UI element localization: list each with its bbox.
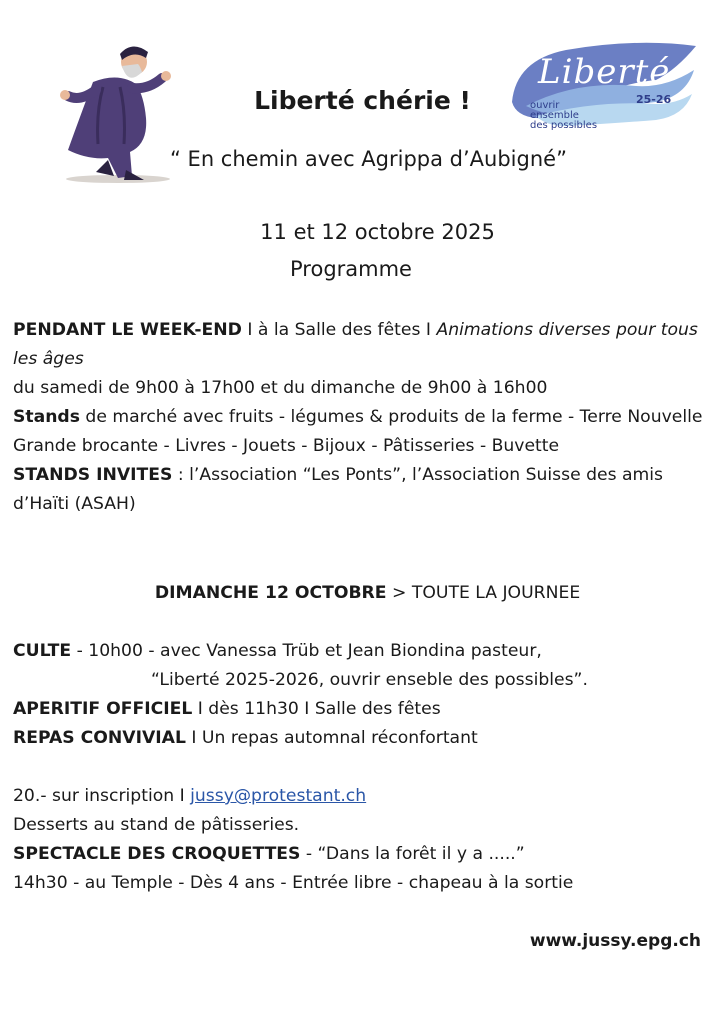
invites-line [13,461,705,519]
page-subtitle: “ En chemin avec Agrippa d’Aubigné” [170,147,567,171]
sunday-section [13,637,705,898]
culte-theme: “Liberté 2025-2026, ouvrir enseble des possibles”. [151,670,588,690]
culte-line [13,637,705,666]
brocante-line: Grande brocante - Livres - Jouets - Bijoux - Pâtisseries - Buvette [13,436,560,456]
inscription-line [13,782,705,811]
desserts-line: Desserts au stand de pâtisseries. [13,815,300,835]
weekend-animations: Animations diverses pour tous les âges [13,320,698,369]
website-link[interactable]: www.jussy.epg.ch [529,931,701,951]
invites-label: STANDS INVITES [13,465,173,485]
invites-text: : l’Association “Les Ponts”, l’Association Suisse des amis d’Haïti (ASAH) [13,465,664,514]
repas-text: I Un repas automnal réconfortant [185,728,478,748]
spectacle-label: SPECTACLE DES CROQUETTES [13,844,301,864]
repas-label: REPAS CONVIVIAL [13,728,186,748]
spectacle-details: 14h30 - au Temple - Dès 4 ans - Entrée libre - chapeau à la sortie [13,873,574,893]
programme-heading: Programme [290,257,412,281]
aperitif-line [13,695,705,724]
weekend-hours: du samedi de 9h00 à 17h00 et du dimanche de 9h00 à 16h00 [13,378,548,398]
logo-wordmark: Liberté [538,52,671,92]
stands-line [13,403,705,432]
event-date: 11 et 12 octobre 2025 [260,220,495,244]
sunday-heading-suffix: > TOUTE LA JOURNEE [386,583,581,603]
logo-years: 25-26 [636,93,672,106]
page-title: Liberté chérie ! [254,86,471,115]
sunday-heading: DIMANCHE 12 OCTOBRE [154,583,387,603]
stands-text: de marché avec fruits - légumes & produits de la ferme - Terre Nouvelle [79,407,703,427]
culte-text: - 10h00 - avec Vanessa Trüb et Jean Biondina pasteur, [71,641,542,661]
spectacle-text: - “Dans la forêt il y a .....” [300,844,525,864]
stands-label: Stands [13,407,80,427]
aperitif-label: APERITIF OFFICIEL [13,699,193,719]
inscription-text: 20.- sur inscription I [13,786,191,806]
email-link[interactable]: jussy@protestant.ch [190,786,367,806]
aperitif-text: I dès 11h30 I Salle des fêtes [192,699,441,719]
sunday-heading-line [0,579,725,608]
weekend-location: I à la Salle des fêtes I [241,320,437,340]
weekend-intro [13,316,705,374]
logo-tagline: ouvrir ensemble des possibles [530,100,598,131]
repas-line [13,724,705,753]
weekend-heading: PENDANT LE WEEK-END [13,320,242,340]
weekend-section [13,316,705,519]
spectacle-line [13,840,705,869]
culte-label: CULTE [13,641,72,661]
